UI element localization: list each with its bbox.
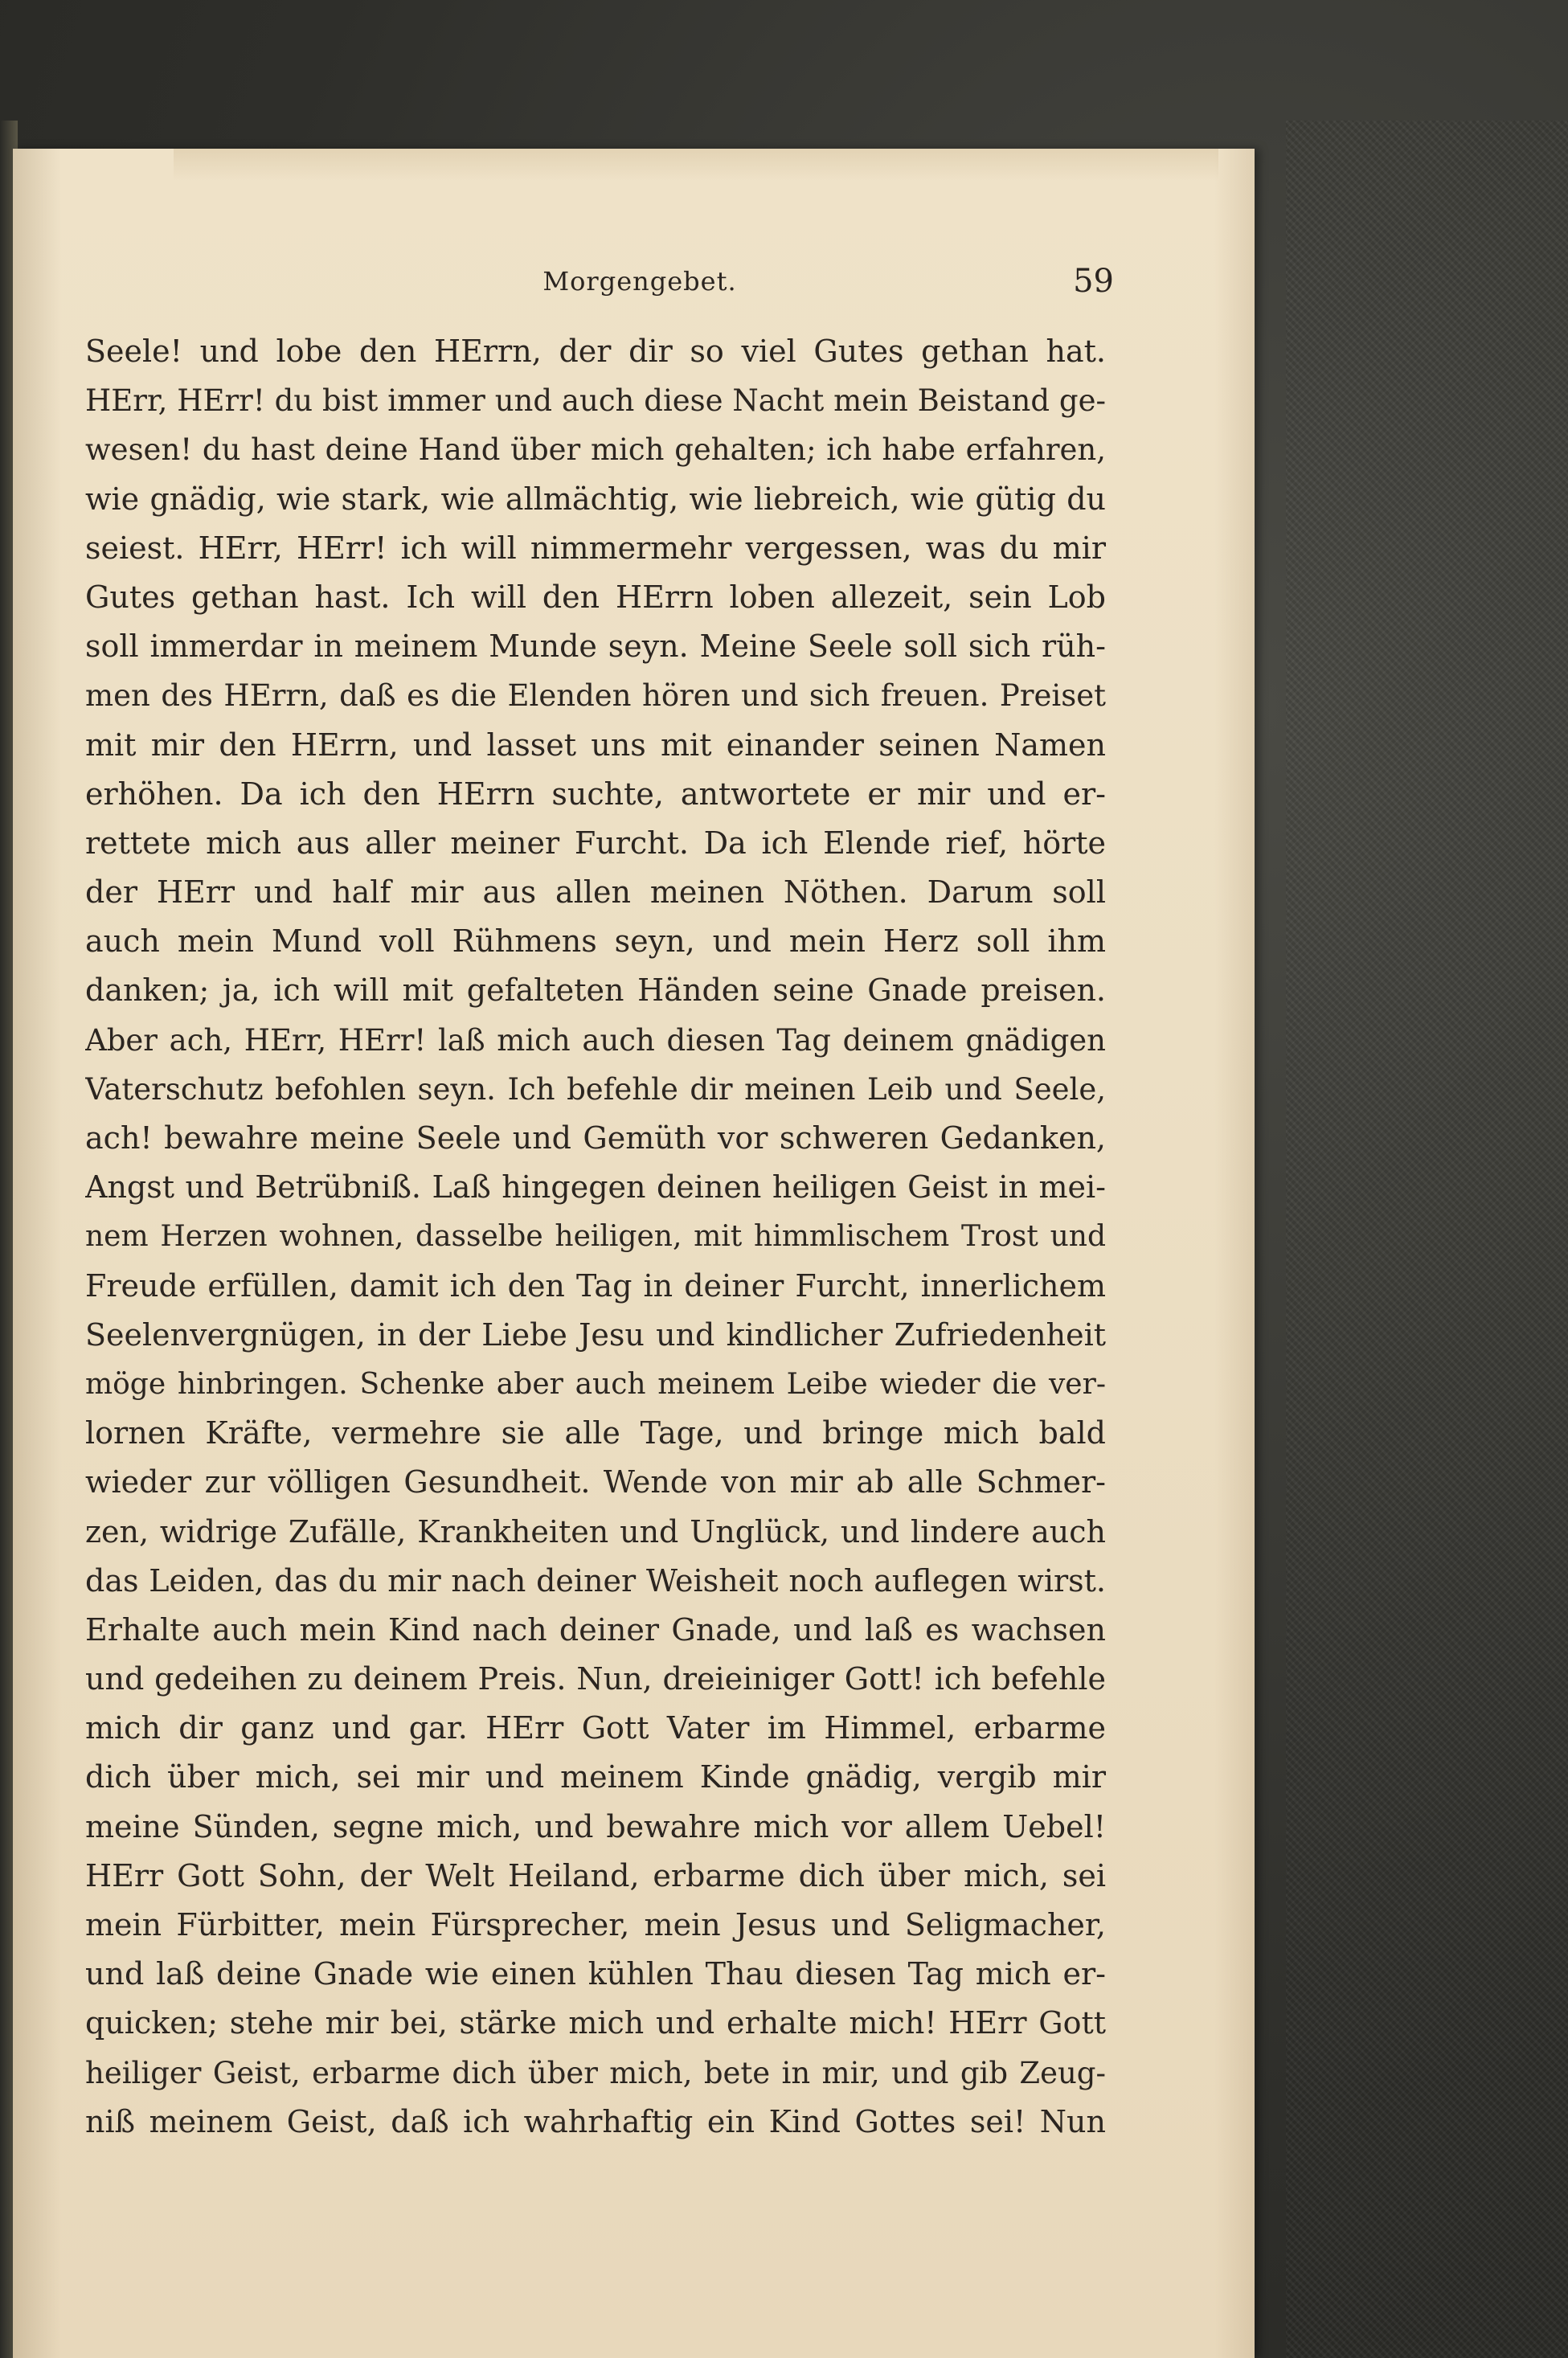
running-head (13, 261, 1255, 309)
text-line: erhöhen. Da ich den HErrn suchte, antwortete er mir und er- (85, 776, 1106, 812)
text-line: HErr, HErr! du bist immer und auch diese Nacht mein Beistand ge- (85, 383, 1106, 419)
text-line: Erhalte auch mein Kind nach deiner Gnade, und laß es wachsen (85, 1611, 1106, 1648)
text-line: soll immerdar in meinem Munde seyn. Meine Seele soll sich rüh- (85, 628, 1106, 665)
cover-texture (1286, 121, 1568, 2358)
text-line: ach! bewahre meine Seele und Gemüth vor schweren Gedanken, (85, 1120, 1106, 1156)
text-line: Vaterschutz befohlen seyn. Ich befehle dir meinen Leib und Seele, (85, 1071, 1106, 1107)
text-line: rettete mich aus aller meiner Furcht. Da ich Elende rief, hörte (85, 825, 1106, 861)
text-line: Angst und Betrübniß. Laß hingegen deinen heiligen Geist in mei- (85, 1169, 1106, 1206)
page-stain (174, 149, 1218, 181)
text-line: mein Fürbitter, mein Fürsprecher, mein Jesus und Seligmacher, (85, 1907, 1106, 1942)
text-line: seiest. HErr, HErr! ich will nimmermehr vergessen, was du mir (85, 530, 1106, 566)
text-line: dich über mich, sei mir und meinem Kinde gnädig, vergib mir (85, 1759, 1106, 1795)
text-line: und laß deine Gnade wie einen kühlen Thau diesen Tag mich er- (85, 1956, 1106, 1992)
text-line: und gedeihen zu deinem Preis. Nun, dreieiniger Gott! ich befehle (85, 1661, 1106, 1697)
text-line: wieder zur völligen Gesundheit. Wende von mir ab alle Schmer- (85, 1464, 1106, 1500)
text-line: heiliger Geist, erbarme dich über mich, bete in mir, und gib Zeug- (85, 2055, 1106, 2090)
body-text (85, 327, 1106, 2147)
text-line: men des HErrn, daß es die Elenden hören und sich freuen. Preiset (85, 678, 1106, 714)
running-title: Morgengebet. (542, 266, 737, 297)
text-line: quicken; stehe mir bei, stärke mich und erhalte mich! HErr Gott (85, 2005, 1106, 2041)
text-line: wie gnädig, wie stark, wie allmächtig, wie liebreich, wie gütig du (85, 481, 1106, 517)
text-line: Aber ach, HErr, HErr! laß mich auch diesen Tag deinem gnädigen (85, 1022, 1106, 1058)
text-line: Gutes gethan hast. Ich will den HErrn loben allezeit, sein Lob (85, 579, 1106, 615)
text-line: nem Herzen wohnen, dasselbe heiligen, mit himmlischem Trost und (85, 1220, 1106, 1254)
text-line: Seelenvergnügen, in der Liebe Jesu und kindlicher Zufriedenheit (85, 1316, 1106, 1353)
text-line: Freude erfüllen, damit ich den Tag in deiner Furcht, innerlichem (85, 1267, 1106, 1304)
text-line: das Leiden, das du mir nach deiner Weisheit noch auflegen wirst. (85, 1562, 1106, 1599)
text-line: meine Sünden, segne mich, und bewahre mich vor allem Uebel! (85, 1808, 1106, 1844)
text-line: HErr Gott Sohn, der Welt Heiland, erbarme dich über mich, sei (85, 1857, 1106, 1893)
text-line: der HErr und half mir aus allen meinen Nöthen. Darum soll (85, 874, 1106, 911)
text-line: mit mir den HErrn, und lasset uns mit einander seinen Namen (85, 727, 1106, 763)
text-line: niß meinem Geist, daß ich wahrhaftig ein Kind Gottes sei! Nun (85, 2103, 1106, 2139)
text-line: danken; ja, ich will mit gefalteten Händen seine Gnade preisen. (85, 972, 1106, 1009)
text-line: mich dir ganz und gar. HErr Gott Vater im Himmel, erbarme (85, 1710, 1106, 1746)
text-line: möge hinbringen. Schenke aber auch meinem Leibe wieder die ver- (85, 1367, 1106, 1401)
book-page (13, 149, 1255, 2358)
text-line: auch mein Mund voll Rühmens seyn, und mein Herz soll ihm (85, 923, 1106, 960)
text-line: lornen Kräfte, vermehre sie alle Tage, und bringe mich bald (85, 1415, 1106, 1451)
text-line: wesen! du hast deine Hand über mich gehalten; ich habe erfahren, (85, 432, 1106, 468)
page-number: 59 (1073, 263, 1114, 300)
text-line: zen, widrige Zufälle, Krankheiten und Unglück, und lindere auch (85, 1513, 1106, 1549)
text-line: Seele! und lobe den HErrn, der dir so viel Gutes gethan hat. (85, 334, 1106, 369)
